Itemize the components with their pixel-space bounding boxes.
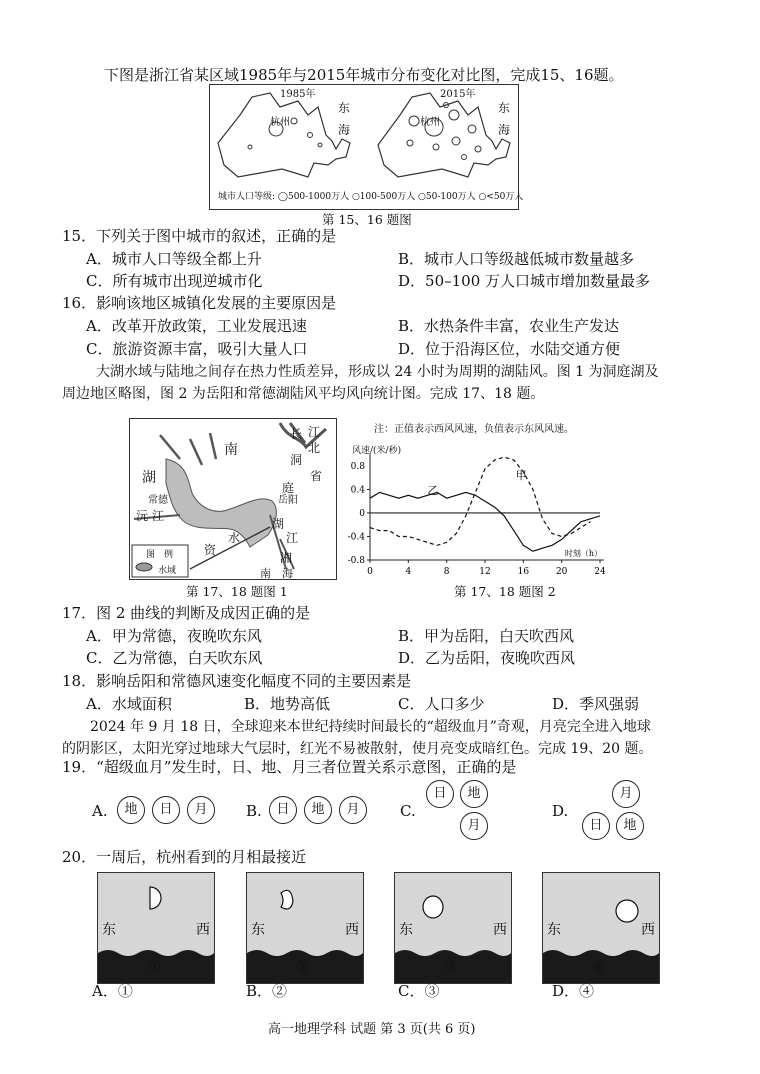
west-label: 西: [493, 922, 507, 938]
q19-c-label: C.: [400, 802, 416, 820]
city-hangzhou-right: 杭州: [420, 117, 440, 128]
label-hai: 海: [282, 567, 293, 580]
fig1-caption: 第 17、18 题图 1: [186, 584, 288, 599]
label-yuan: 沅: [136, 509, 149, 523]
x-tick-label: 8: [443, 567, 450, 577]
q17-option-a[interactable]: A．甲为常德，夜晚吹东风: [86, 627, 262, 645]
label-xiang-jiang: 江: [286, 531, 299, 545]
q18-option-a[interactable]: A．水域面积: [86, 695, 172, 713]
map1-caption: 第 15、16 题图: [322, 212, 412, 227]
moon-num-3: ③: [444, 958, 458, 976]
q19-stem: 19．“超级血月”发生时，日、地、月三者位置关系示意图，正确的是: [62, 758, 517, 776]
east-label: 东: [547, 922, 561, 938]
moon-circle: 月: [460, 812, 488, 840]
earth-circle: 地: [460, 780, 488, 808]
fig2-note: 注：正值表示西风风速，负值表示东风风速。: [374, 424, 574, 435]
x-tick-label: 24: [594, 567, 606, 577]
q15-option-c[interactable]: C．所有城市出现逆城市化: [86, 272, 263, 290]
series-line-乙: [370, 492, 600, 551]
x-axis-label: 时刻（h）: [564, 549, 602, 558]
west-label: 西: [345, 922, 359, 938]
q15-option-a[interactable]: A．城市人口等级全都上升: [86, 250, 262, 268]
earth-circle: 地: [616, 812, 644, 840]
series-label-jia: 甲: [515, 468, 527, 482]
y-tick-label: -0.4: [347, 532, 365, 543]
moon-circle: 月: [612, 780, 640, 808]
q19-d-label: D.: [552, 802, 569, 820]
x-tick-label: 4: [405, 567, 412, 577]
fig2-ylabel: 风速/(米/秒): [352, 446, 402, 456]
map1-legend: 城市人口等级: ◯500-1000万人 ○100-500万人 ○50-100万人 ○<50万人: [218, 192, 524, 202]
q17-option-c[interactable]: C．乙为常德，白天吹东风: [86, 649, 263, 667]
x-tick-label: 16: [517, 567, 530, 577]
sea-label-sea-right: 海: [498, 123, 511, 137]
intro-15-16: 下图是浙江省某区域1985年与2015年城市分布变化对比图，完成15、16题。: [104, 66, 624, 84]
label-chang: 长: [290, 427, 303, 441]
intro-19-20-line2: 的阴影区，太阳光穿过地球大气层时，红光不易被散射，使月亮变成暗红色。完成 19、20 题。: [62, 741, 653, 757]
q17-option-b[interactable]: B．甲为岳阳，白天吹西风: [398, 627, 575, 645]
q18-stem: 18．影响岳阳和常德风速变化幅度不同的主要因素是: [62, 672, 412, 690]
wind-chart: [346, 450, 636, 584]
q19-b-label: B.: [246, 802, 262, 820]
earth-circle: 地: [304, 796, 332, 824]
label-hu: 湖: [142, 470, 156, 486]
q20-stem: 20．一周后，杭州看到的月相最接近: [62, 848, 307, 866]
x-tick-label: 12: [479, 567, 491, 577]
west-label: 西: [641, 922, 655, 938]
q20-option-a[interactable]: A．①: [92, 982, 133, 1000]
legend-title: 图 例: [146, 550, 174, 560]
q16-option-d[interactable]: D．位于沿海区位，水陆交通方便: [398, 340, 621, 358]
sea-label-sea-left: 海: [338, 123, 351, 137]
q20-option-d[interactable]: D．④: [552, 982, 595, 1000]
label-nan2: 南: [260, 567, 271, 580]
q20-option-b[interactable]: B．②: [246, 982, 288, 1000]
q15-option-d[interactable]: D．50–100 万人口城市增加数量最多: [398, 272, 651, 290]
sun-circle: 日: [426, 780, 454, 808]
y-tick-label: 0.4: [350, 485, 365, 496]
y-tick-label: 0.8: [350, 461, 365, 472]
label-ting: 庭: [282, 481, 295, 495]
q15-option-b[interactable]: B．城市人口等级越低城市数量越多: [398, 250, 635, 268]
city-hangzhou-left: 杭州: [270, 117, 290, 128]
dongting-lake-map: [129, 418, 337, 580]
y-tick-label: -0.8: [347, 556, 365, 566]
y-tick-label: 0: [359, 508, 365, 519]
series-label-yi: 乙: [427, 484, 439, 498]
fig2-caption: 第 17、18 题图 2: [454, 584, 556, 599]
x-tick-label: 0: [367, 567, 373, 577]
label-zi: 资: [204, 543, 217, 557]
label-nan: 南: [224, 442, 238, 458]
year-2015: 2015年: [440, 89, 476, 100]
intro-19-20-line1: 2024 年 9 月 18 日，全球迎来本世纪持续时间最长的“超级血月”奇观，月亮完全进入地球: [90, 719, 651, 735]
sea-label-east-right: 东: [498, 101, 511, 115]
q19-a-label: A.: [92, 802, 108, 820]
east-label: 东: [251, 922, 265, 938]
label-bei: 北: [308, 441, 321, 455]
q16-stem: 16．影响该地区城镇化发展的主要原因是: [62, 294, 337, 312]
series-line-甲: [370, 457, 590, 545]
moon-num-4: ④: [592, 958, 606, 976]
moon-circle: 月: [187, 796, 215, 824]
earth-circle: 地: [117, 796, 145, 824]
moon-num-2: ②: [296, 958, 310, 976]
city-distribution-map: [209, 84, 524, 210]
q18-option-b[interactable]: B．地势高低: [244, 695, 331, 713]
x-tick-label: 20: [555, 567, 568, 577]
page-footer: 高一地理学科 试题 第 3 页(共 6 页): [268, 1022, 476, 1037]
label-yuan-jiang: 江: [152, 509, 165, 523]
moon-num-1: ①: [148, 958, 162, 976]
east-label: 东: [102, 922, 116, 938]
label-yueyang: 岳阳: [278, 495, 298, 506]
east-label: 东: [399, 922, 413, 938]
q18-option-c[interactable]: C．人口多少: [398, 695, 485, 713]
label-sheng: 省: [310, 469, 323, 483]
sun-circle: 日: [152, 796, 180, 824]
sun-circle: 日: [582, 812, 610, 840]
label-xiang: 湘: [280, 551, 293, 565]
label-jiang: 江: [308, 425, 321, 439]
west-label: 西: [196, 922, 210, 938]
legend-water: 水域: [158, 566, 177, 576]
q16-option-a[interactable]: A．改革开放政策，工业发展迅速: [86, 317, 307, 335]
intro-17-18-line1: 大湖水域与陆地之间存在热力性质差异，形成以 24 小时为周期的湖陆风。图 1 为洞庭湖及: [96, 364, 659, 380]
moon-circle: 月: [339, 796, 367, 824]
sea-label-east-left: 东: [338, 101, 351, 115]
q16-option-c[interactable]: C．旅游资源丰富，吸引大量人口: [86, 340, 308, 358]
q18-option-d[interactable]: D．季风强弱: [552, 695, 640, 713]
label-dong: 洞: [290, 453, 303, 467]
label-hu2: 湖: [272, 517, 285, 531]
intro-17-18-line2: 周边地区略图，图 2 为岳阳和常德湖陆风平均风向统计图。完成 17、18 题。: [62, 386, 545, 402]
sun-circle: 日: [269, 796, 297, 824]
q17-stem: 17．图 2 曲线的判断及成因正确的是: [62, 604, 311, 622]
year-1985: 1985年: [280, 89, 316, 100]
q16-option-b[interactable]: B．水热条件丰富，农业生产发达: [398, 317, 620, 335]
q20-option-c[interactable]: C．③: [398, 982, 440, 1000]
label-changde: 常德: [148, 495, 168, 506]
label-shui: 水: [228, 531, 241, 545]
q17-option-d[interactable]: D．乙为岳阳，夜晚吹西风: [398, 649, 576, 667]
q15-stem: 15．下列关于图中城市的叙述，正确的是: [62, 227, 337, 245]
